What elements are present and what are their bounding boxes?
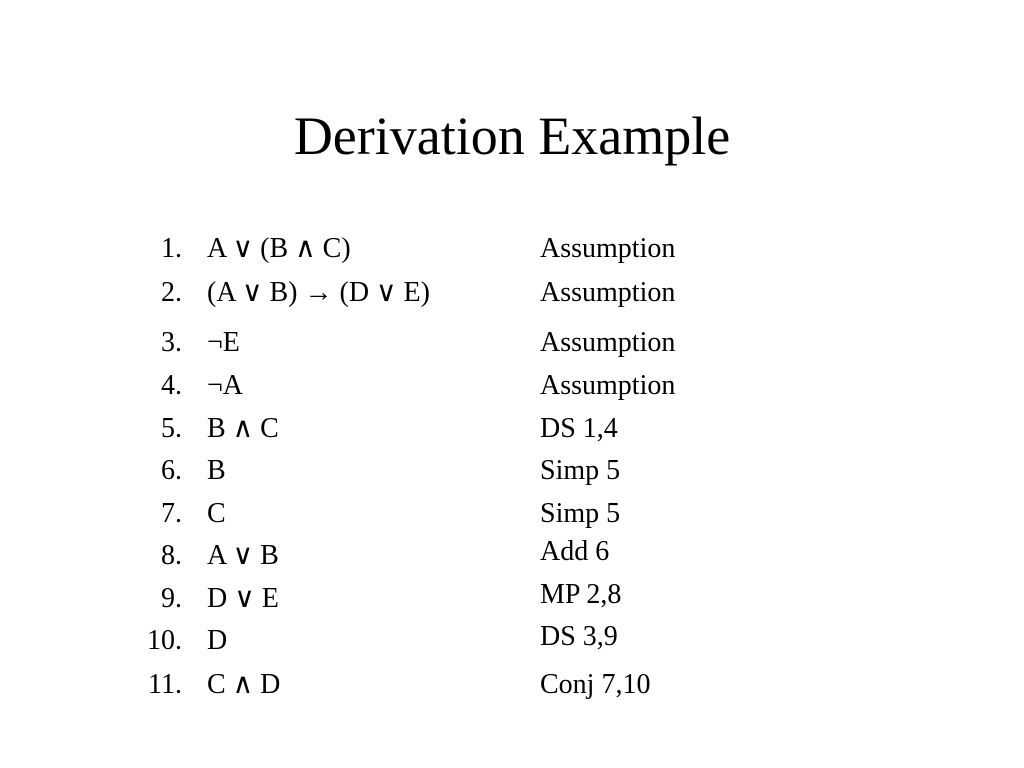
step-justification: Assumption [540,370,676,401]
derivation-step [0,579,1024,619]
derivation-step [0,323,1024,363]
derivation-step [0,451,1024,491]
step-number: 9. [161,583,182,614]
step-formula: ¬A [207,370,244,401]
step-formula: C [207,498,226,529]
derivation-step [0,273,1024,313]
step-formula: D [207,625,228,656]
step-formula: A ∨ (B ∧ C) [207,233,351,264]
step-number: 4. [161,370,182,401]
step-justification: Assumption [540,277,676,308]
step-justification: MP 2,8 [540,579,622,610]
step-justification: Conj 7,10 [540,669,651,700]
derivation-step [0,665,1024,705]
step-number: 11. [148,669,182,700]
step-justification: Add 6 [540,536,610,567]
derivation-step [0,229,1024,269]
derivation-step [0,536,1024,576]
derivation-step [0,621,1024,661]
step-justification: DS 1,4 [540,413,618,444]
step-number: 7. [161,498,182,529]
step-number: 1. [161,233,182,264]
step-justification: DS 3,9 [540,621,618,652]
step-justification: Simp 5 [540,455,621,486]
slide-title: Derivation Example [293,106,731,166]
step-formula: B [207,455,226,486]
step-formula: C ∧ D [207,669,281,700]
step-justification: Assumption [540,327,676,358]
step-number: 2. [161,277,182,308]
derivation-step [0,409,1024,449]
step-formula: D ∨ E [207,583,279,614]
derivation-step [0,494,1024,534]
step-formula: B ∧ C [207,413,279,444]
step-justification: Assumption [540,233,676,264]
derivation-step [0,366,1024,406]
step-formula: (A ∨ B) → (D ∨ E) [207,277,430,308]
step-number: 10. [147,625,182,656]
step-number: 3. [161,327,182,358]
step-number: 5. [161,413,182,444]
step-formula: A ∨ B [207,540,279,571]
step-number: 6. [161,455,182,486]
step-number: 8. [161,540,182,571]
step-justification: Simp 5 [540,498,621,529]
step-formula: ¬E [207,327,240,358]
